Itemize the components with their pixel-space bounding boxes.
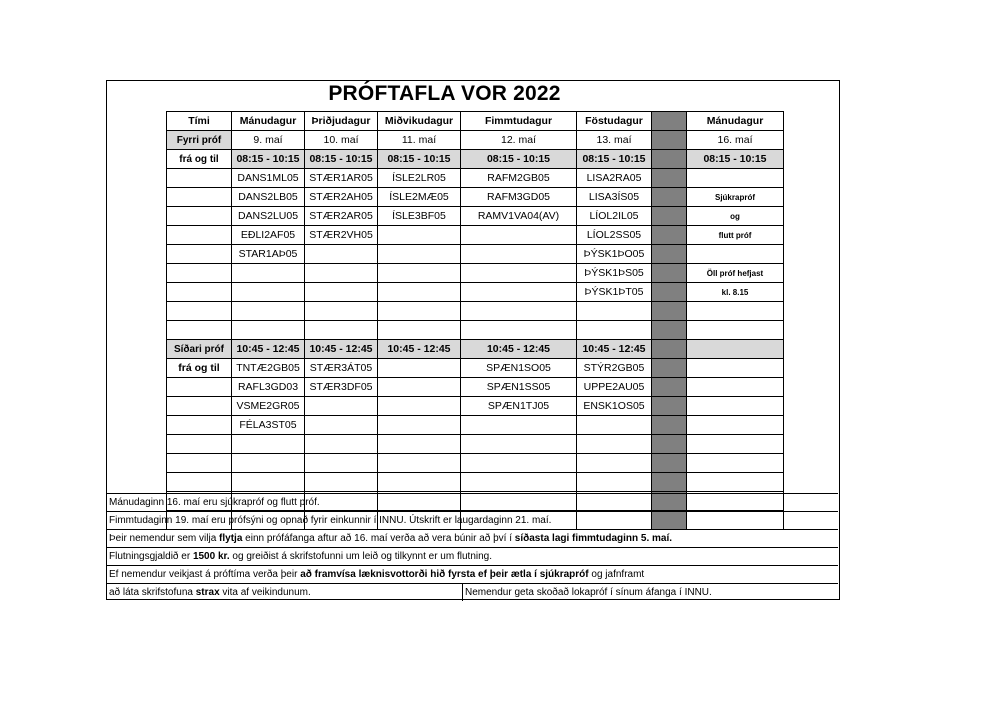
page-title: PRÓFTAFLA VOR 2022 [328,82,561,105]
schedule-row [167,302,784,321]
course-cell [232,473,305,492]
dates-row [167,131,784,150]
row-label-cell [167,435,232,454]
course-cell [577,454,652,473]
course-cell: RAFM2GB05 [461,169,577,188]
date-cell: 12. maí [461,131,577,150]
first-exam-label: Fyrri próf [167,131,232,150]
row-label-cell [167,416,232,435]
time-cell: 10:45 - 12:45 [378,340,461,359]
course-cell [378,321,461,340]
row-label-cell [167,207,232,226]
schedule-row [167,283,784,302]
course-cell: TNTÆ2GB05 [232,359,305,378]
course-cell [378,264,461,283]
course-cell [232,435,305,454]
course-cell [378,435,461,454]
course-cell [378,302,461,321]
time-cell: 10:45 - 12:45 [305,340,378,359]
date-cell: 11. maí [378,131,461,150]
first-block-label: frá og til [167,150,232,169]
course-cell: EÐLI2AF05 [232,226,305,245]
course-cell: LISA2RA05 [577,169,652,188]
course-cell: ENSK1OS05 [577,397,652,416]
header-row [167,112,784,131]
first-block-rows [167,169,784,340]
schedule-row [167,245,784,264]
time-cell: 10:45 - 12:45 [232,340,305,359]
course-cell: ÞÝSK1ÞT05 [577,283,652,302]
separator-column [652,112,687,131]
schedule-row [167,378,784,397]
course-cell [577,416,652,435]
course-cell [461,245,577,264]
schedule-row [167,321,784,340]
course-cell [461,435,577,454]
separator-cell [652,397,687,416]
footnote-3 [107,529,838,547]
monday-note-cell: kl. 8.15 [687,283,784,302]
schedule-row [167,207,784,226]
separator-cell [652,169,687,188]
separator-cell [652,435,687,454]
time-cell: 10:45 - 12:45 [577,340,652,359]
course-cell [378,359,461,378]
course-cell: SPÆN1SS05 [461,378,577,397]
schedule-row [167,454,784,473]
separator-cell [652,359,687,378]
course-cell: STÆR1AR05 [305,169,378,188]
separator-cell [652,283,687,302]
course-cell [232,321,305,340]
header-time: Tími [167,112,232,131]
course-cell [232,302,305,321]
course-cell: LÍOL2SS05 [577,226,652,245]
course-cell [577,473,652,492]
schedule-row [167,473,784,492]
course-cell [461,264,577,283]
date-cell: 9. maí [232,131,305,150]
header-day-3: Miðvikudagur [378,112,461,131]
course-cell: ÍSLE3BF05 [378,207,461,226]
course-cell [305,435,378,454]
course-cell: DANS2LU05 [232,207,305,226]
course-cell [461,226,577,245]
footnote-4-text: Flutningsgjaldið er [109,551,193,562]
course-cell: RAMV1VA04(AV) [461,207,577,226]
course-cell [378,397,461,416]
time-cell: 08:15 - 10:15 [378,150,461,169]
time-cell: 08:15 - 10:15 [461,150,577,169]
footnote-4-text: og greiðist á skrifstofunni um leið og tilkynnt er um flutning. [229,551,493,562]
footnote-5-text: og jafnframt [588,569,645,580]
separator-cell [652,207,687,226]
course-cell [305,302,378,321]
course-cell [305,454,378,473]
course-cell [305,473,378,492]
schedule-row [167,416,784,435]
exam-table [166,111,784,530]
footnote-6 [107,583,838,601]
monday-note-cell [687,473,784,492]
course-cell: LISA3ÍS05 [577,188,652,207]
time-cell: 10:45 - 12:45 [461,340,577,359]
course-cell: SPÆN1TJ05 [461,397,577,416]
separator-cell [652,454,687,473]
course-cell [305,283,378,302]
monday-note-cell: flutt próf [687,226,784,245]
monday-note-cell [687,454,784,473]
footnote-4-bold: 1500 kr. [192,551,230,562]
monday-note-cell [687,435,784,454]
footnote-2-text: Fimmtudaginn 19. maí eru prófsýni og opnað fyrir einkunnir í INNU. Útskrift er laugardaginn 21. maí. [109,515,552,526]
footnote-1-text: Mánudaginn 16. maí eru sjúkrapróf og flutt próf. [109,497,320,508]
course-cell [461,302,577,321]
course-cell [378,378,461,397]
row-label-cell [167,226,232,245]
course-cell: STÆR2AR05 [305,207,378,226]
row-label-cell [167,454,232,473]
separator-cell [652,131,687,150]
course-cell [305,416,378,435]
course-cell [461,321,577,340]
time-cell: 08:15 - 10:15 [305,150,378,169]
row-label-cell [167,397,232,416]
monday-note-cell [687,321,784,340]
time-cell: 08:15 - 10:15 [232,150,305,169]
time-cell: 08:15 - 10:15 [577,150,652,169]
schedule-row [167,359,784,378]
separator-cell [652,150,687,169]
course-cell: RAFL3GD03 [232,378,305,397]
row-label-cell [167,473,232,492]
course-cell [577,302,652,321]
row-label-cell [167,245,232,264]
schedule-row [167,169,784,188]
footnote-6-text: vita af veikindunum. [219,587,311,598]
row-label-cell [167,321,232,340]
second-exam-label: Síðari próf [167,340,232,359]
course-cell: STAR1AÞ05 [232,245,305,264]
header-day-4: Fimmtudagur [461,112,577,131]
footnote-4 [107,547,838,565]
monday-note-cell: og [687,207,784,226]
footnote-5 [107,565,838,583]
course-cell: STÝR2GB05 [577,359,652,378]
row-label-cell: frá og til [167,359,232,378]
course-cell [378,226,461,245]
schedule-row [167,188,784,207]
monday-note-cell [687,397,784,416]
course-cell: STÆR2AH05 [305,188,378,207]
course-cell: FÉLA3ST05 [232,416,305,435]
course-cell [461,454,577,473]
course-cell [305,264,378,283]
row-label-cell [167,169,232,188]
course-cell [305,245,378,264]
course-cell [378,473,461,492]
row-label-cell [167,378,232,397]
separator-cell [652,188,687,207]
course-cell [461,283,577,302]
footnote-3-text: Þeir nemendur sem vilja [109,533,220,544]
course-cell: STÆR3DF05 [305,378,378,397]
course-cell: UPPE2AU05 [577,378,652,397]
course-cell: ÍSLE2LR05 [378,169,461,188]
separator-cell [652,226,687,245]
monday-note-cell [687,416,784,435]
date-cell: 10. maí [305,131,378,150]
date-cell: 16. maí [687,131,784,150]
header-day-2: Þriðjudagur [305,112,378,131]
separator-cell [652,264,687,283]
course-cell: DANS2LB05 [232,188,305,207]
header-day-1: Mánudagur [232,112,305,131]
footnote-6-right-text: Nemendur geta skoðað lokapróf í sínum áfanga í INNU. [462,584,712,601]
monday-note-cell: Öll próf hefjast [687,264,784,283]
course-cell [378,454,461,473]
course-cell [232,283,305,302]
course-cell: STÆR3ÁT05 [305,359,378,378]
footnote-2 [107,511,838,529]
course-cell [232,454,305,473]
course-cell [378,245,461,264]
header-day-7: Mánudagur [687,112,784,131]
monday-note-cell [687,378,784,397]
monday-note-cell: Sjúkrapróf [687,188,784,207]
footnote-1 [107,493,838,511]
footnote-3-text: einn prófáfanga aftur að 16. maí verða að vera búnir að því í [242,533,515,544]
footnote-6-bold: strax [195,587,220,598]
course-cell [305,321,378,340]
course-cell: STÆR2VH05 [305,226,378,245]
second-times-row [167,340,784,359]
course-cell [378,283,461,302]
course-cell [461,416,577,435]
course-cell [305,397,378,416]
course-cell: DANS1ML05 [232,169,305,188]
row-label-cell [167,283,232,302]
schedule-row [167,397,784,416]
row-label-cell [167,188,232,207]
monday-note-cell [687,169,784,188]
course-cell: LÍOL2IL05 [577,207,652,226]
footnote-6-text: að láta skrifstofuna [109,587,196,598]
separator-cell [652,340,687,359]
separator-cell [652,378,687,397]
course-cell [461,473,577,492]
separator-cell [652,302,687,321]
course-cell: VSME2GR05 [232,397,305,416]
course-cell: ÞÝSK1ÞS05 [577,264,652,283]
monday-note-cell [687,245,784,264]
first-times-row [167,150,784,169]
course-cell [378,416,461,435]
course-cell [577,435,652,454]
separator-cell [652,245,687,264]
course-cell: ÞÝSK1ÞO05 [577,245,652,264]
date-cell: 13. maí [577,131,652,150]
time-cell [687,340,784,359]
schedule-row [167,226,784,245]
monday-note-cell [687,302,784,321]
course-cell: ÍSLE2MÆ05 [378,188,461,207]
separator-cell [652,473,687,492]
row-label-cell [167,302,232,321]
footnote-3-bold: síðasta lagi fimmtudaginn 5. maí. [514,533,673,544]
course-cell [232,264,305,283]
course-cell: RAFM3GD05 [461,188,577,207]
separator-cell [652,321,687,340]
monday-note-cell [687,359,784,378]
schedule-row [167,264,784,283]
footnote-5-text: Ef nemendur veikjast á próftíma verða þeir [109,569,301,580]
course-cell: SPÆN1SO05 [461,359,577,378]
footnote-5-bold: að framvísa læknisvottorði hið fyrsta ef þeir ætla í sjúkrapróf [300,569,589,580]
course-cell [577,321,652,340]
schedule-row [167,435,784,454]
exam-schedule-sheet [106,80,840,600]
time-cell: 08:15 - 10:15 [687,150,784,169]
separator-cell [652,416,687,435]
footnote-3-bold: flytja [219,533,243,544]
row-label-cell [167,264,232,283]
header-day-5: Föstudagur [577,112,652,131]
